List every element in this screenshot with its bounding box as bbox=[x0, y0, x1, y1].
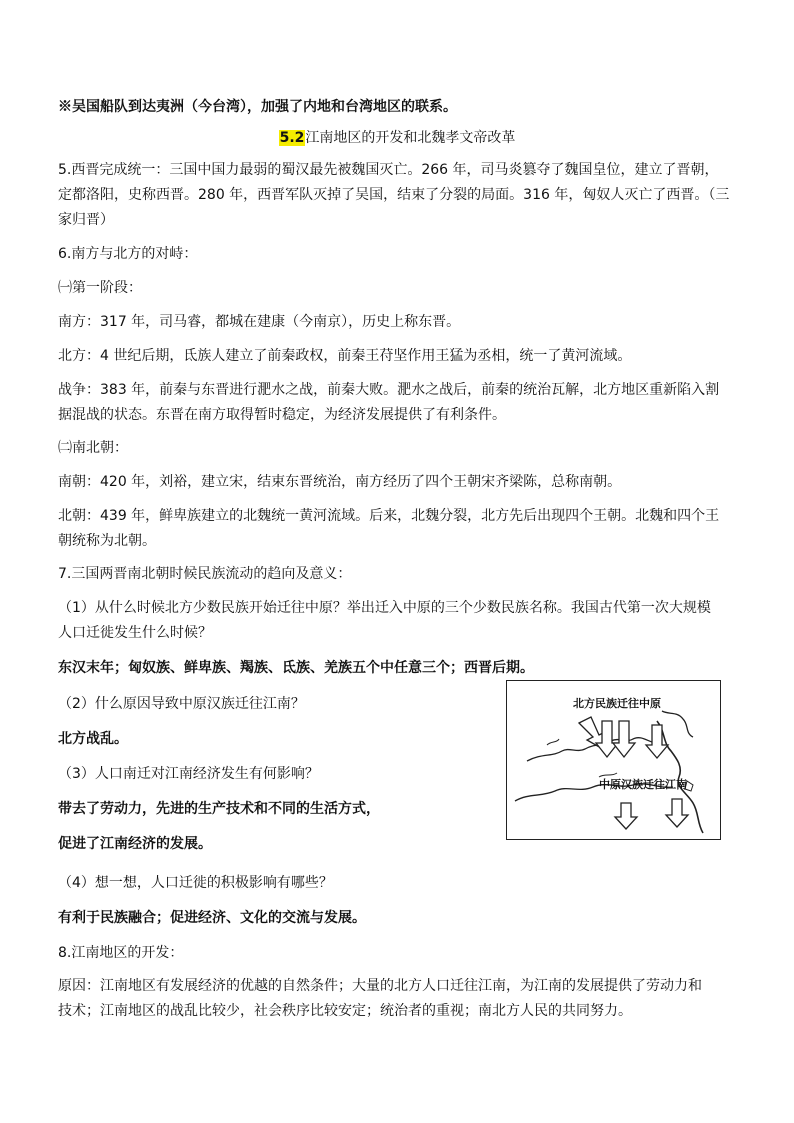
section-number: 5.2 bbox=[279, 130, 305, 146]
question-2: （2）什么原因导致中原汉族迁往江南？ bbox=[58, 696, 305, 712]
south-migration-arrows bbox=[615, 799, 688, 829]
arrow-south-1 bbox=[615, 803, 637, 829]
para-6-heading: 6.南方与北方的对峙： bbox=[58, 246, 198, 262]
south-dynasties: 南朝：420 年，刘裕，建立宋，结束东晋统治，南方经历了四个王朝宋齐梁陈，总称南朝。 bbox=[58, 474, 622, 490]
answer-1: 东汉末年；匈奴族、鲜卑族、羯族、氐族、羌族五个中任意三个；西晋后期。 bbox=[58, 660, 534, 676]
section-heading bbox=[0, 127, 794, 149]
river-branch bbox=[547, 739, 559, 745]
answer-3-line1: 带去了劳动力，先进的生产技术和不同的生活方式， bbox=[58, 801, 380, 817]
war-line2: 据混战的状态。东晋在南方取得暂时稳定，为经济发展提供了有利条件。 bbox=[58, 407, 506, 423]
map-label-north: 北方民族迁往中原 bbox=[573, 697, 661, 710]
para-8-heading: 8.江南地区的开发： bbox=[58, 945, 184, 961]
reason-line1: 原因：江南地区有发展经济的优越的自然条件；大量的北方人口迁往江南，为江南的发展提供了劳动力和 bbox=[58, 978, 702, 994]
north-dynasties-line2: 朝统称为北朝。 bbox=[58, 533, 156, 549]
question-3: （3）人口南迁对江南经济发生有何影响？ bbox=[58, 766, 319, 782]
stage-2-heading: ㈡南北朝： bbox=[58, 440, 128, 456]
answer-4: 有利于民族融合；促进经济、文化的交流与发展。 bbox=[58, 910, 366, 926]
para-5-line2: 定都洛阳，史称西晋。280 年，西晋军队灭掉了吴国，结束了分裂的局面。316 年，匈奴人灭亡了西晋。（三 bbox=[58, 187, 730, 203]
migration-map bbox=[506, 680, 721, 840]
south-stage1: 南方：317 年，司马睿，都城在建康（今南京），历史上称东晋。 bbox=[58, 314, 461, 330]
question-4: （4）想一想，人口迁徙的积极影响有哪些？ bbox=[58, 875, 333, 891]
question-1-line2: 人口迁徙发生什么时候？ bbox=[58, 625, 212, 641]
section-title-text: 江南地区的开发和北魏孝文帝改革 bbox=[305, 130, 516, 146]
answer-2: 北方战乱。 bbox=[58, 731, 128, 747]
north-dynasties-line1: 北朝：439 年，鲜卑族建立的北魏统一黄河流域。后来，北魏分裂，北方先后出现四个王朝。北魏和四个王 bbox=[58, 508, 720, 524]
reason-line2: 技术；江南地区的战乱比较少，社会秩序比较安定；统治者的重视；南北方人民的共同努力。 bbox=[58, 1003, 632, 1019]
north-stage1: 北方：4 世纪后期，氐族人建立了前秦政权，前秦王苻坚作用王猛为丞相，统一了黄河流域。 bbox=[58, 348, 632, 364]
question-1-line1: （1）从什么时候北方少数民族开始迁往中原？举出迁入中原的三个少数民族名称。我国古代第一次大规模 bbox=[58, 600, 711, 616]
para-7-heading: 7.三国两晋南北朝时候民族流动的趋向及意义： bbox=[58, 566, 352, 582]
arrow-south-2 bbox=[666, 799, 688, 827]
war-line1: 战争：383 年，前秦与东晋进行淝水之战，前秦大败。淝水之战后，前秦的统治瓦解，北方地区重新陷入割 bbox=[58, 382, 720, 398]
map-label-south: 中原汉族迁往江南 bbox=[599, 778, 687, 791]
peninsula-coast bbox=[662, 711, 693, 737]
para-5-line1: 5.西晋完成统一：三国中国力最弱的蜀汉最先被魏国灭亡。266 年，司马炎篡夺了魏国皇位，建立了晋朝， bbox=[58, 162, 719, 178]
wu-taiwan-note: ※吴国船队到达夷洲（今台湾），加强了内地和台湾地区的联系。 bbox=[58, 99, 457, 115]
stage-1-heading: ㈠第一阶段： bbox=[58, 280, 142, 296]
north-migration-arrows bbox=[579, 717, 668, 758]
para-5-line3: 家归晋） bbox=[58, 212, 114, 228]
answer-3-line2: 促进了江南经济的发展。 bbox=[58, 836, 212, 852]
